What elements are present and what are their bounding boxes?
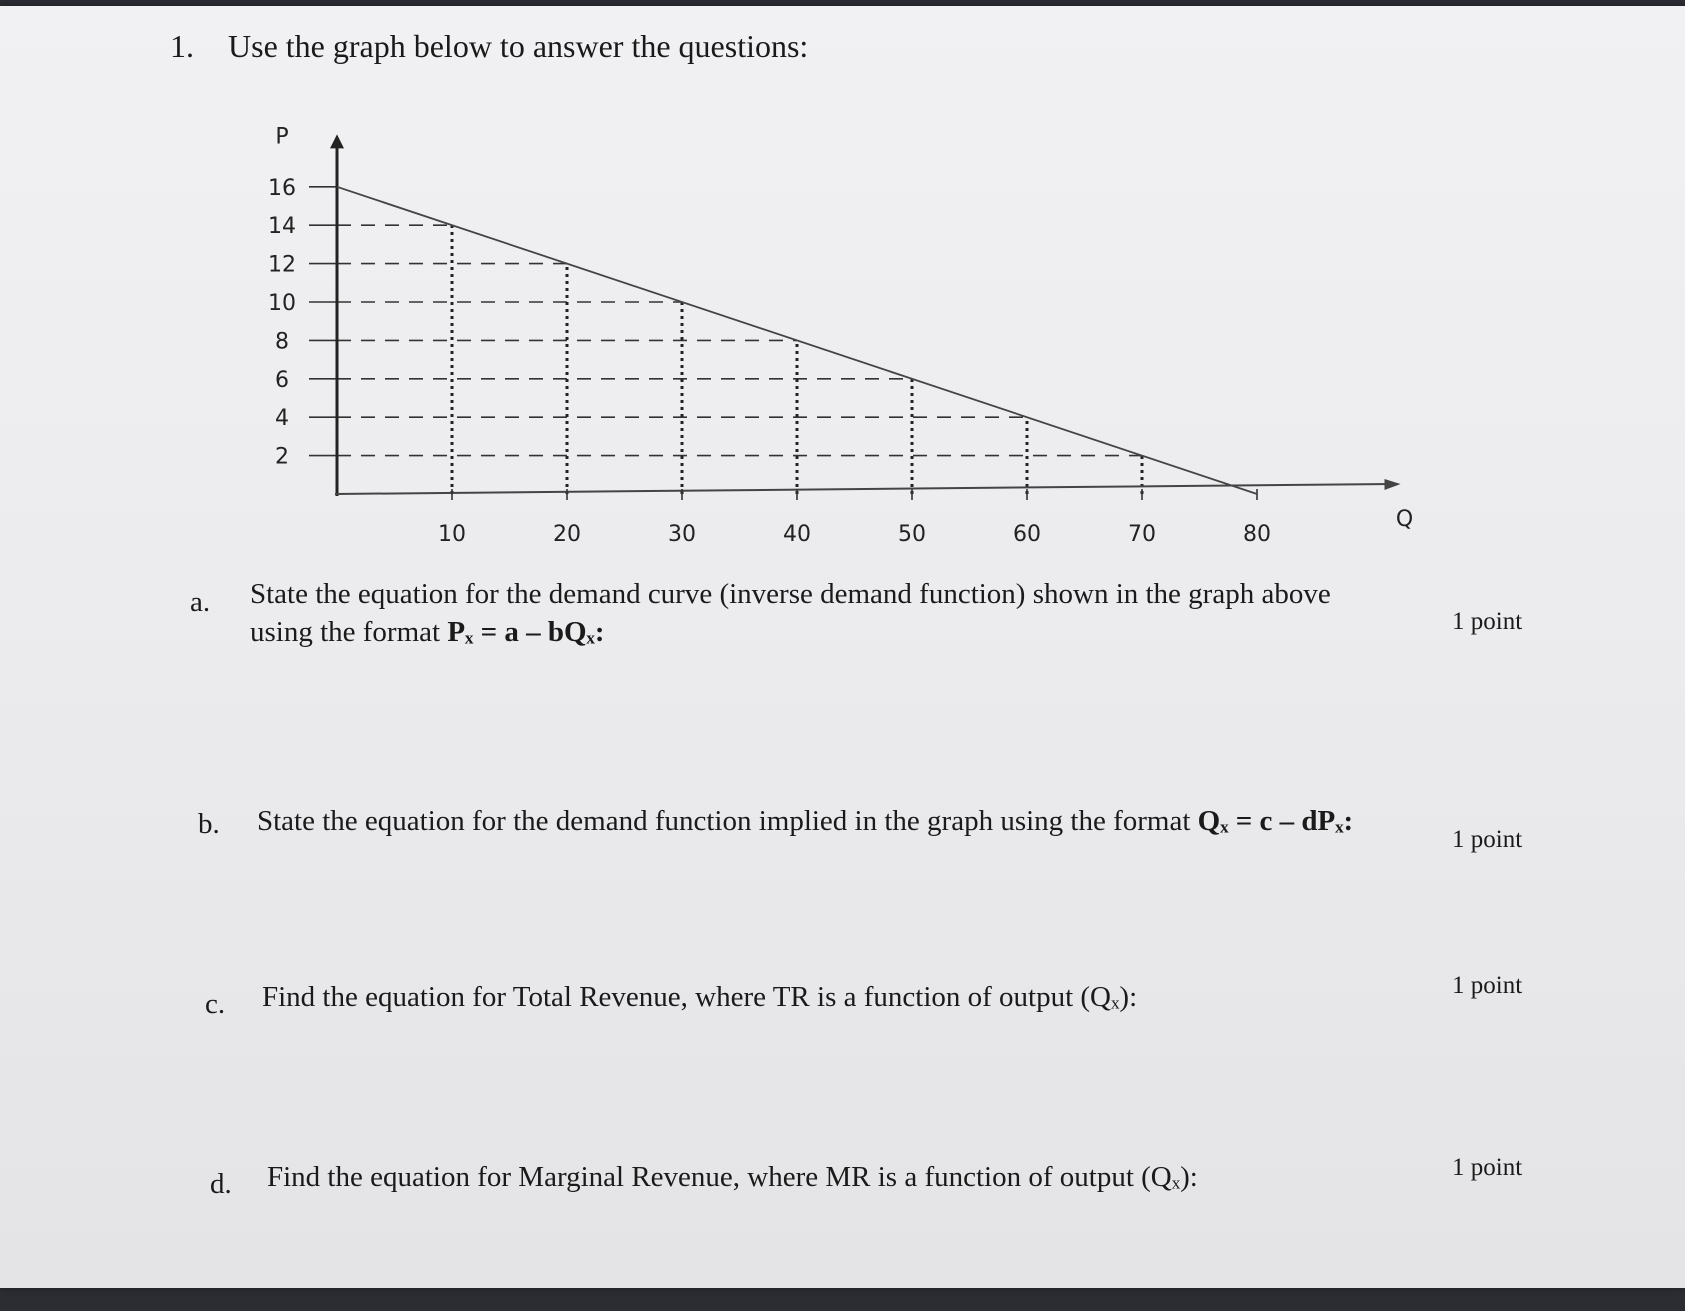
y-tick-label: 14 — [268, 214, 296, 240]
part-a-format: Pₓ = a – bQₓ: — [447, 615, 605, 648]
question-number: 1. — [170, 28, 194, 64]
y-tick-label: 8 — [275, 329, 289, 355]
part-d-points: 1 point — [1452, 1154, 1523, 1181]
y-tick-label: 4 — [275, 406, 289, 432]
y-axis-label: P — [275, 124, 289, 150]
x-tick-label: 40 — [783, 522, 811, 547]
question-prompt: Use the graph below to answer the questions: — [228, 28, 809, 64]
part-d-text: Find the equation for Marginal Revenue, where MR is a function of output (Qₓ): — [267, 1161, 1198, 1193]
y-tick-label: 2 — [275, 444, 289, 470]
demand-chart-svg — [215, 116, 1515, 556]
chart-axes — [309, 134, 1401, 500]
x-axis-label: Q — [1395, 507, 1414, 532]
part-a-letter: a. — [190, 586, 211, 618]
part-a-points: 1 point — [1452, 608, 1523, 635]
y-axis-arrow — [330, 134, 344, 148]
part-d-letter: d. — [210, 1168, 232, 1200]
part-a-line1: State the equation for the demand curve (inverse demand function) shown in the graph above — [250, 578, 1331, 610]
chart-grid — [337, 225, 1142, 455]
part-a-line2 — [250, 614, 1331, 652]
part-c-letter: c. — [205, 988, 226, 1020]
demand-chart — [215, 116, 1515, 556]
part-b-line1-prefix: State the equation for the demand function implied in the graph using the format — [257, 805, 1198, 837]
chart-series — [337, 187, 1257, 494]
y-tick-label: 16 — [268, 175, 296, 201]
y-tick-label: 12 — [268, 252, 296, 278]
x-tick-label: 80 — [1243, 522, 1271, 547]
x-tick-label: 30 — [668, 522, 696, 547]
chart-guides — [452, 225, 1142, 494]
part-b-letter: b. — [198, 808, 220, 840]
y-tick-label: 6 — [275, 367, 289, 393]
part-a-text — [250, 576, 1331, 651]
demand-curve — [337, 187, 1257, 494]
x-tick-label: 50 — [898, 522, 926, 547]
x-tick-label: 60 — [1013, 522, 1041, 547]
part-b-text — [257, 803, 1353, 841]
y-tick-label: 10 — [268, 291, 296, 316]
part-b-format: Qₓ = c – dPₓ: — [1197, 805, 1354, 837]
part-a-line2-prefix: using the format — [250, 615, 448, 648]
part-c-points: 1 point — [1452, 972, 1523, 999]
x-tick-label: 70 — [1128, 522, 1156, 547]
chart-labels — [268, 124, 1413, 547]
worksheet-page — [0, 6, 1685, 1288]
part-c-text: Find the equation for Total Revenue, where TR is a function of output (Qₓ): — [262, 981, 1138, 1013]
x-axis-arrow — [1385, 479, 1401, 490]
x-tick-label: 10 — [438, 522, 466, 547]
part-b-points: 1 point — [1452, 826, 1523, 853]
x-tick-label: 20 — [553, 522, 581, 547]
